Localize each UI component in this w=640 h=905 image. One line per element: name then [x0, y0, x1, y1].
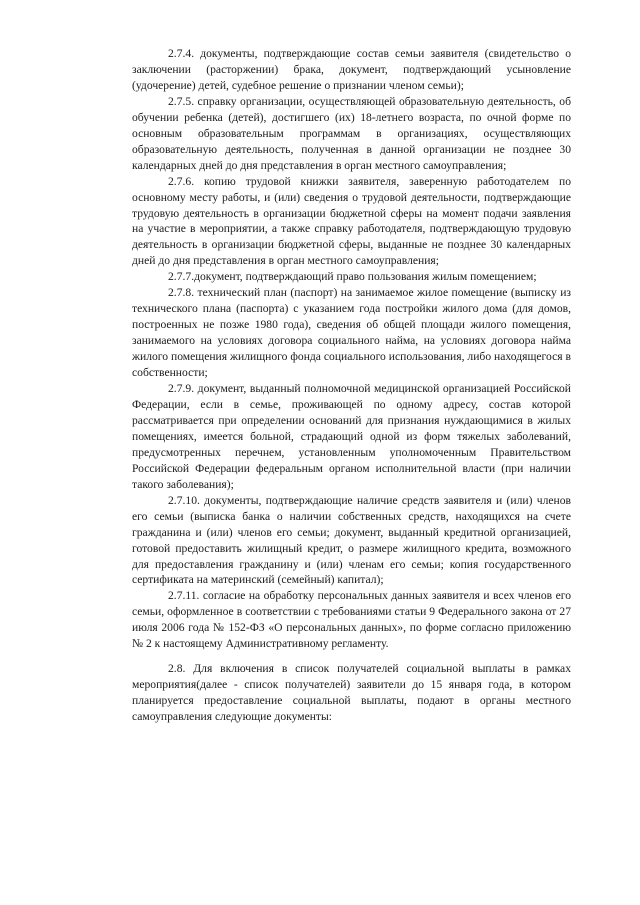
paragraph-2-7-10: 2.7.10. документы, подтверждающие наличие средств заявителя и (или) членов его семьи (выписка банка о наличии собственных средств, находящихся на счете гражданина и (или) членов его семьи; документ, выданный кредитной организацией, готовой предоставить жилищный кредит, о размере жилищного кредита, возможного для предоставления гражданину и (или) членам его семьи; копия государственного сертификата на материнский (семейный) капитал);: [132, 493, 571, 587]
document-body: [132, 46, 571, 725]
paragraph-2-7-7: 2.7.7.документ, подтверждающий право пользования жилым помещением;: [168, 270, 537, 284]
paragraph-2-7-8: 2.7.8. технический план (паспорт) на занимаемое жилое помещение (выписку из технического плана (паспорта) с указанием года постройки жилого дома (для домов, построенных не позже 1980 года), сведения об общей площади жилого помещения, занимаемого на условиях договора социального найма, на условиях договора найма жилого помещения жилищного фонда социального использования, либо находящегося в собственности;: [132, 286, 571, 380]
paragraph-2-7-6: 2.7.6. копию трудовой книжки заявителя, заверенную работодателем по основному месту работы, и (или) сведения о трудовой деятельности, подтверждающие трудовую деятельность в организации бюджетной сферы на момент подачи заявления на участие в мероприятии, а также справку работодателя, подтверждающую трудовую деятельность в организации бюджетной сферы, выданные не позднее 30 календарных дней до дня представления в орган местного самоуправления;: [132, 174, 571, 268]
paragraph-2-7-9: 2.7.9. документ, выданный полномочной медицинской организацией Российской Федерации, если в семье, проживающей по одному адресу, состав которой рассматривается при определении оснований для признания нуждающимися в жилых помещениях, имеется больной, страдающий одной из форм тяжелых заболеваний, предусмотренных перечнем, установленным уполномоченным Правительством Российской Федерации федеральным органом исполнительной власти (при наличии такого заболевания);: [132, 382, 571, 491]
paragraph-2-7-4: 2.7.4. документы, подтверждающие состав семьи заявителя (свидетельство о заключении (расторжении) брака, документ, подтверждающий усыновление (удочерение) детей, судебное решение о признании членом семьи);: [132, 47, 571, 92]
paragraph-2-8: 2.8. Для включения в список получателей социальной выплаты в рамках мероприятия(далее - список получателей) заявители до 15 января года, в котором планируется предоставление социальной выплаты, подают в органы местного самоуправления следующие документы:: [132, 662, 571, 724]
paragraph-2-7-5: 2.7.5. справку организации, осуществляющей образовательную деятельность, об обучении ребенка (детей), достигшего (их) 18-летнего возраста, по очной форме по основным образовательным программам в организациях, осуществляющих образовательную деятельность, полученная в данной организации не позднее 30 календарных дней до дня представления в орган местного самоуправления;: [132, 94, 571, 172]
paragraph-2-7-11: 2.7.11. согласие на обработку персональных данных заявителя и всех членов его семьи, оформленное в соответствии с требованиями статьи 9 Федерального закона от 27 июля 2006 года № 152-ФЗ «О персональных данных», по форме согласно приложению № 2 к настоящему Административному регламенту.: [132, 589, 571, 651]
